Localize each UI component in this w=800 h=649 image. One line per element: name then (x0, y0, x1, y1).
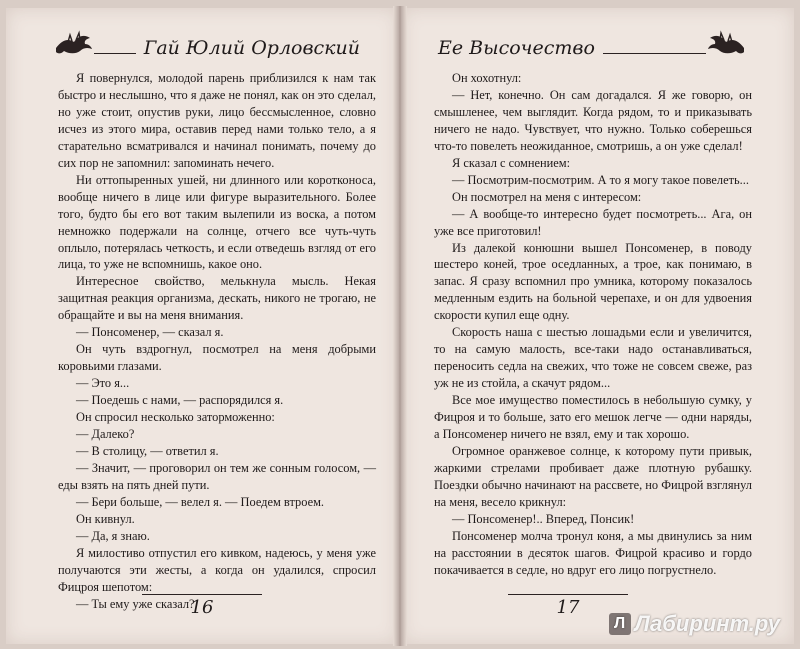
paragraph: Он кивнул. (76, 511, 135, 526)
paragraph: Он спросил несколько заторможенно: (76, 410, 275, 425)
paragraph: — Посмотрим-посмотрим. А то я могу такое повелеть... (452, 172, 749, 187)
paragraph: Он хохотнул: (452, 71, 522, 85)
left-page-text (58, 70, 376, 613)
right-page-text (434, 70, 752, 579)
paragraph: — Поедешь с нами, — распорядился я. (76, 393, 284, 408)
paragraph: Интересное свойство, мелькнула мысль. Некая защитная реакция организма, дескать, никого не трогаю, не обращайте и вы на меня внимания. (58, 274, 376, 323)
paragraph: — В столицу, — ответил я. (76, 443, 219, 458)
running-header-title: Ее Высочество (438, 37, 595, 59)
paragraph: Я милостиво отпустил его кивком, надеюсь, у меня уже получаются эти жесты, а когда он удалился, спросил Фицроя шепотом: (58, 545, 376, 594)
left-page (6, 8, 398, 644)
paragraph: Понсоменер молча тронул коня, а мы двинулись за ним на расстоянии в десяток шагов. Фицрой красиво и гордо покачивается в седле, но вдруг его лицо погрустнело. (434, 528, 752, 577)
paragraph: Он чуть вздрогнул, посмотрел на меня добрыми коровьими глазами. (58, 342, 376, 374)
paragraph: Он посмотрел на меня с интересом: (452, 189, 642, 204)
paragraph: — Нет, конечно. Он сам догадался. Я же говорю, он смышленее, чем выглядит. Когда рядом, то и приказывать ничего не надо. Чувствует, что нужно. Только соберешься что-то повелеть неожиданное, смотришь, а он уже сделал! (434, 87, 752, 153)
header-rule (603, 53, 706, 54)
paragraph: Скорость наша с шестью лошадьми если и увеличится, то на самую малость, все-таки надо останавливаться, переносить седла на свежих, что тоже не совсем свеже, раз уж не из стойла, а скачут рядом... (434, 325, 752, 391)
right-running-header (430, 30, 746, 60)
paragraph: — Далеко? (76, 427, 135, 442)
page-number-text: 16 (190, 597, 214, 618)
paragraph: Ни оттопыренных ушей, ни длинного или коротконоса, вообще ничего в лице или фигуре выразительного. Более того, будто бы его вот таким вылепили из воска, а потом немножко подержали на солнце, отчего все чуть-чуть оплыло, потерялась четкость, и если отведешь взгляд от его лица, то уже не вспомнишь, какое оно. (58, 172, 376, 272)
paragraph: Из далекой конюшни вышел Понсоменер, в поводу шестеро коней, трое оседланных, а трое, как понимаю, в запас. Я сразу вспомнил про умника, которому показалось медленным ездить на больной черепахе, и он для удвоения скорости купил еще одну. (434, 240, 752, 323)
dragon-ornament-icon (706, 30, 746, 60)
paragraph: — Ты ему уже сказал? (76, 596, 195, 611)
folio-rule (508, 594, 628, 595)
paragraph: — Значит, — проговорил он тем же сонным голосом, — еды взять на пять дней пути. (58, 460, 376, 492)
page-number-left (142, 594, 262, 618)
paragraph: Я повернулся, молодой парень приблизился к нам так быстро и неслышно, что я даже не понял, как он это сделал, но уже стоит, опустив руки, лицо бессмысленное, словно исчез из этого мира, оставив перед нами только тело, а я старательно всматривался и начинал понимать, почему до сих пор не запомнил: запоминать нечего. (58, 71, 376, 170)
paragraph: — Это я... (76, 376, 130, 391)
running-header-author: Гай Юлий Орловский (143, 37, 360, 59)
page-number-text: 17 (556, 597, 580, 618)
book-gutter (393, 6, 407, 646)
paragraph: — Бери больше, — велел я. — Поедем втроем. (76, 494, 325, 509)
paragraph: — Понсоменер, — сказал я. (76, 325, 224, 340)
right-page (402, 8, 794, 644)
header-rule (94, 53, 136, 54)
dragon-ornament-icon (54, 30, 94, 60)
folio-rule (142, 594, 262, 595)
paragraph: Я сказал с сомнением: (452, 155, 571, 170)
watermark-logo-icon: Л (609, 613, 631, 635)
paragraph: — Да, я знаю. (76, 528, 150, 543)
left-running-header (54, 30, 368, 60)
paragraph: — Понсоменер!.. Вперед, Понсик! (452, 511, 635, 526)
watermark-text: Лабиринт.ру (634, 611, 780, 636)
paragraph: Огромное оранжевое солнце, к которому пути привык, жаркими стрелами пробивает даже плотную рубашку. Поездки обычно начинают на рассвете, но Фицрой взглянул на меня, весело крикнул: (434, 443, 752, 509)
watermark (609, 611, 780, 637)
paragraph: Все мое имущество поместилось в небольшую сумку, у Фицроя и то больше, зато его мешок легче — одни наряды, а Понсоменер ничего не взял, ему и так хорошо. (434, 393, 752, 442)
paragraph: — А вообще-то интересно будет посмотреть... Ага, он уже все приготовил! (434, 206, 752, 238)
